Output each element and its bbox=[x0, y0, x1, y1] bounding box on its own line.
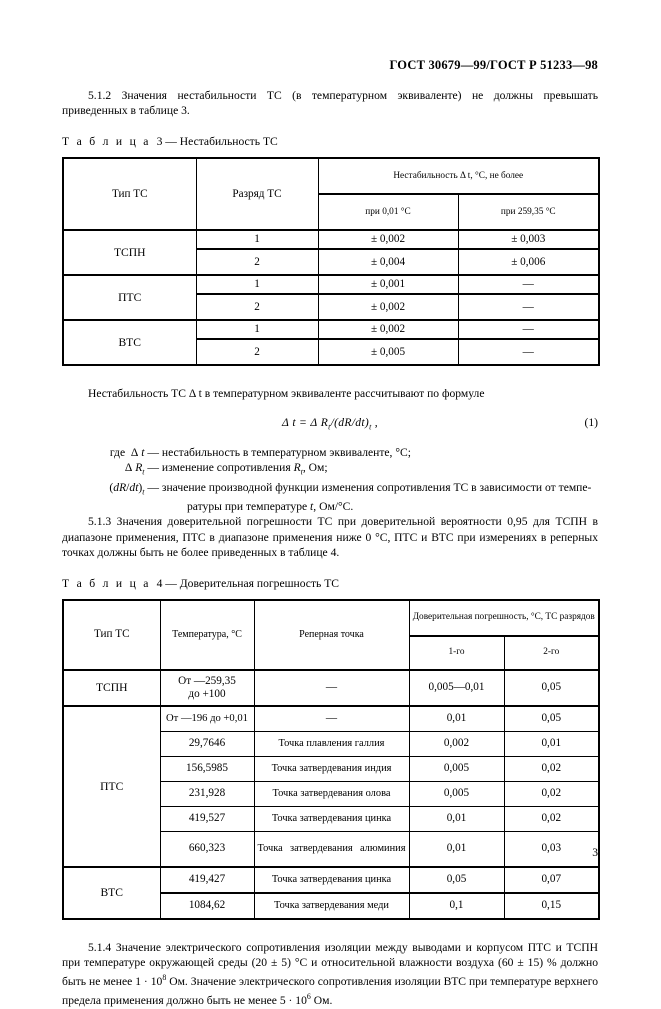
table-row bbox=[63, 320, 599, 339]
th-temperature: Температура, °С bbox=[160, 600, 254, 670]
cell-at-25935: — bbox=[458, 339, 599, 365]
cell-type: ТСПН bbox=[63, 670, 160, 706]
formula-expression: Δ t = Δ $R_t/(dR/dt)_t$ , bbox=[282, 415, 378, 431]
cell-temperature: От —196 до +0,01 bbox=[160, 706, 254, 732]
cell-at-25935: — bbox=[458, 294, 599, 320]
table-row-header bbox=[63, 158, 599, 194]
cell-grade: 2 bbox=[196, 339, 318, 365]
page-content bbox=[62, 88, 598, 1009]
table-3-caption-number: 3 bbox=[156, 135, 163, 149]
cell-temperature: 660,323 bbox=[160, 831, 254, 867]
table-3-caption-label: Т а б л и ц а bbox=[62, 135, 151, 149]
cell-grade-2: 0,02 bbox=[504, 806, 599, 831]
clause-5-1-4-exp2: 6 bbox=[306, 992, 311, 1002]
cell-grade-2: 0,05 bbox=[504, 670, 599, 706]
formula-intro: Нестабильность ТС Δ t в температурном эквиваленте рассчитывают по формуле bbox=[88, 387, 485, 401]
cell-at-001: ± 0,005 bbox=[318, 339, 458, 365]
th-error-group: Доверительная погрешность, °С, ТС разрядов bbox=[409, 600, 599, 636]
table-3-caption bbox=[62, 134, 598, 149]
cell-temperature: 231,928 bbox=[160, 781, 254, 806]
cell-type: ПТС bbox=[63, 275, 196, 320]
table-confidence-error bbox=[62, 599, 600, 920]
cell-grade-1: 0,002 bbox=[409, 731, 504, 756]
cell-at-25935: — bbox=[458, 320, 599, 339]
cell-grade: 2 bbox=[196, 249, 318, 275]
where-symbol: Δ $R_t$ — bbox=[124, 461, 159, 477]
th-type: Тип ТС bbox=[63, 158, 196, 230]
th-at-001: при 0,01 °С bbox=[318, 194, 458, 230]
cell-grade-2: 0,07 bbox=[504, 867, 599, 893]
where-item bbox=[62, 460, 598, 480]
cell-grade: 1 bbox=[196, 320, 318, 339]
where-definition: значение производной функции изменения сопротивления ТС в зависимости от темпе- bbox=[159, 480, 592, 494]
table-4-caption-label: Т а б л и ц а bbox=[62, 576, 151, 590]
th-grade-1: 1-го bbox=[409, 636, 504, 670]
cell-at-001: ± 0,002 bbox=[318, 230, 458, 249]
where-item bbox=[62, 445, 598, 460]
clause-5-1-4-part1: 5.1.4 Значение электрического сопротивления изоляции между выводами и корпусом ПТС и ТСПН при температуре окружающей среды (20 ± 5) °С и относительной влажности воздуха (60 ± 15) % должно быть не менее 1 · 10 bbox=[62, 940, 598, 989]
cell-reference-point: Точка затвердевания алюминия bbox=[254, 831, 409, 867]
cell-type: ВТС bbox=[63, 867, 160, 919]
table-instability bbox=[62, 157, 600, 366]
cell-at-001: ± 0,004 bbox=[318, 249, 458, 275]
cell-grade: 1 bbox=[196, 275, 318, 294]
th-grade: Разряд ТС bbox=[196, 158, 318, 230]
cell-reference-point: Точка затвердевания олова bbox=[254, 781, 409, 806]
cell-grade: 2 bbox=[196, 294, 318, 320]
where-symbol: $(dR/dt)_t$ — bbox=[109, 480, 159, 496]
cell-grade-1: 0,005—0,01 bbox=[409, 670, 504, 706]
formula-number: (1) bbox=[584, 415, 598, 429]
table-3-caption-title: Нестабильность ТС bbox=[179, 135, 278, 149]
cell-reference-point: Точка затвердевания меди bbox=[254, 893, 409, 919]
cell-at-25935: — bbox=[458, 275, 599, 294]
cell-reference-point: — bbox=[254, 670, 409, 706]
cell-reference-point: Точка плавления галлия bbox=[254, 731, 409, 756]
table-4-caption-number: 4 bbox=[156, 576, 163, 590]
th-at-25935: при 259,35 °С bbox=[458, 194, 599, 230]
th-type: Тип ТС bbox=[63, 600, 160, 670]
table-row bbox=[63, 230, 599, 249]
cell-type: ВТС bbox=[63, 320, 196, 365]
where-item bbox=[62, 480, 598, 500]
th-instability-group: Нестабильность Δ t, °С, не более bbox=[318, 158, 599, 194]
table-row-header bbox=[63, 600, 599, 636]
cell-at-001: ± 0,002 bbox=[318, 320, 458, 339]
cell-grade-1: 0,1 bbox=[409, 893, 504, 919]
cell-grade-2: 0,02 bbox=[504, 781, 599, 806]
cell-temperature-line2: до +100 bbox=[188, 687, 226, 700]
clause-5-1-4-part2: Ом. Значение электрического сопротивления изоляции ВТС при температуре верхнего предела применения должно быть не менее 5 · 10 bbox=[62, 975, 598, 1008]
table-row bbox=[63, 670, 599, 706]
cell-temperature bbox=[160, 670, 254, 706]
page-number: 3 bbox=[592, 846, 598, 859]
table-3-caption-dash: — bbox=[165, 135, 177, 149]
cell-temperature: 156,5985 bbox=[160, 756, 254, 781]
where-symbol: где Δ t — bbox=[109, 445, 159, 459]
cell-at-25935: ± 0,003 bbox=[458, 230, 599, 249]
cell-temperature: 419,427 bbox=[160, 867, 254, 893]
clause-5-1-4-part3: Ом. bbox=[310, 994, 333, 1008]
clause-5-1-3: 5.1.3 Значения доверительной погрешности ТС при доверительной вероятности 0,95 для ТСПН в диапазоне применения, ПТС в диапазоне применения ниже 0 °С, ПТС и ВТС при измерениях в реперных точках должны быть не более приведенных в таблице 4. bbox=[62, 515, 598, 559]
clause-5-1-4 bbox=[62, 940, 598, 1009]
cell-grade-2: 0,03 bbox=[504, 831, 599, 867]
table-row bbox=[63, 706, 599, 732]
cell-at-25935: ± 0,006 bbox=[458, 249, 599, 275]
running-header: ГОСТ 30679—99/ГОСТ Р 51233—98 bbox=[389, 58, 598, 72]
cell-grade-1: 0,01 bbox=[409, 706, 504, 732]
cell-grade-2: 0,02 bbox=[504, 756, 599, 781]
cell-at-001: ± 0,002 bbox=[318, 294, 458, 320]
cell-at-001: ± 0,001 bbox=[318, 275, 458, 294]
table-4-caption bbox=[62, 576, 598, 591]
th-grade-2: 2-го bbox=[504, 636, 599, 670]
cell-grade-1: 0,01 bbox=[409, 831, 504, 867]
table-4-caption-dash: — bbox=[165, 576, 177, 590]
table-row bbox=[63, 275, 599, 294]
formula-line bbox=[62, 416, 598, 431]
th-reference-point: Реперная точка bbox=[254, 600, 409, 670]
cell-grade-1: 0,005 bbox=[409, 756, 504, 781]
cell-temperature-line1: От —259,35 bbox=[178, 674, 236, 687]
cell-grade-2: 0,15 bbox=[504, 893, 599, 919]
cell-reference-point: — bbox=[254, 706, 409, 732]
cell-grade: 1 bbox=[196, 230, 318, 249]
where-lead: где bbox=[109, 445, 126, 459]
clause-5-1-2: 5.1.2 Значения нестабильности ТС (в температурном эквиваленте) не должны превышать приведенных в таблице 3. bbox=[62, 89, 598, 118]
where-definition: нестабильность в температурном эквиваленте, °С; bbox=[159, 445, 411, 459]
cell-grade-2: 0,01 bbox=[504, 731, 599, 756]
cell-type: ТСПН bbox=[63, 230, 196, 275]
where-definition-continuation: ратуры при температуре t, Ом/°С. bbox=[187, 500, 354, 514]
cell-temperature: 29,7646 bbox=[160, 731, 254, 756]
table-row bbox=[63, 867, 599, 893]
cell-grade-1: 0,005 bbox=[409, 781, 504, 806]
cell-type: ПТС bbox=[63, 706, 160, 867]
cell-reference-point: Точка затвердевания индия bbox=[254, 756, 409, 781]
cell-grade-1: 0,05 bbox=[409, 867, 504, 893]
table-4-caption-title: Доверительная погрешность ТС bbox=[179, 576, 340, 590]
cell-reference-point: Точка затвердевания цинка bbox=[254, 867, 409, 893]
cell-grade-2: 0,05 bbox=[504, 706, 599, 732]
cell-temperature: 1084,62 bbox=[160, 893, 254, 919]
cell-grade-1: 0,01 bbox=[409, 806, 504, 831]
cell-temperature: 419,527 bbox=[160, 806, 254, 831]
cell-reference-point: Точка затвердевания цинка bbox=[254, 806, 409, 831]
clause-5-1-4-exp1: 8 bbox=[162, 973, 167, 983]
where-definition: изменение сопротивления $R_t$, Ом; bbox=[159, 461, 328, 477]
where-definitions bbox=[62, 445, 598, 514]
